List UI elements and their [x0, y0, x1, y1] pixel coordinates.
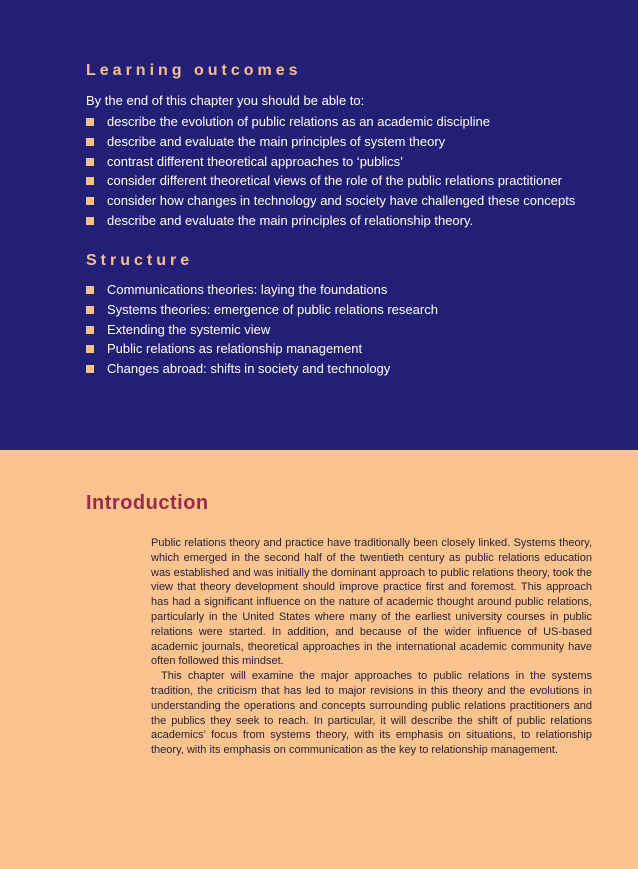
list-item [86, 132, 575, 152]
list-item-text: Public relations as relationship management [107, 341, 363, 357]
list-item-text: Extending the systemic view [107, 321, 271, 337]
list-item [86, 112, 575, 132]
introduction-body [151, 536, 592, 758]
square-bullet-icon [86, 365, 94, 373]
list-item [86, 152, 575, 172]
square-bullet-icon [86, 197, 94, 205]
list-item-text: contrast different theoretical approaches to ‘publics’ [107, 153, 404, 169]
list-item [86, 339, 438, 359]
list-item [86, 280, 438, 300]
list-item-text: describe the evolution of public relations as an academic discipline [107, 114, 490, 129]
list-item-text: describe and evaluate the main principles of system theory [107, 133, 446, 149]
learning-outcomes-list [86, 112, 575, 231]
square-bullet-icon [86, 286, 94, 294]
list-item-text: consider different theoretical views of the role of the public relations practitioner [107, 173, 563, 189]
list-item-text: describe and evaluate the main principles of relationship theory. [107, 212, 474, 228]
list-item-text: Changes abroad: shifts in society and technology [107, 361, 391, 377]
introduction-paragraph: Public relations theory and practice have traditionally been closely linked. Systems theory, which emerged in the second half of the twentieth century as public relations education was established and was initially the dominant approach to public relations theory, took the view that theory development should improve practice first and foremost. This approach has had a significant influence on the nature of academic thought around public relations, particularly in the United States where many of the earliest university courses in public relations were started. In addition, and because of the wider influence of US-based academic journals, theoretical approaches in the international academic community have often followed this mindset. [151, 537, 592, 668]
square-bullet-icon [86, 217, 94, 225]
list-item [86, 191, 575, 211]
list-item-text: Communications theories: laying the foundations [107, 282, 388, 297]
learning-outcomes-intro: By the end of this chapter you should be able to: [86, 93, 365, 108]
square-bullet-icon [86, 306, 94, 314]
list-item [86, 300, 438, 320]
list-item-text: Systems theories: emergence of public relations research [107, 301, 438, 317]
structure-list [86, 280, 438, 379]
list-item-text: consider how changes in technology and society have challenged these concepts [107, 193, 576, 209]
square-bullet-icon [86, 177, 94, 185]
introduction-paragraph: This chapter will examine the major approaches to public relations in the systems tradition, the criticism that has led to major revisions in this theory and the evolutions in understanding the operations and concepts surrounding public relations practitioners and the publics they seek to reach. In particular, it will describe the shift of public relations academics’ focus from systems theory, with its emphasis on situations, to relationship theory, with its emphasis on communication as the key to relationship management. [151, 670, 592, 757]
learning-outcomes-heading: Learning outcomes [86, 62, 302, 79]
introduction-heading: Introduction [86, 492, 209, 514]
list-item [86, 359, 438, 379]
square-bullet-icon [86, 158, 94, 166]
structure-heading: Structure [86, 252, 194, 269]
square-bullet-icon [86, 118, 94, 126]
list-item [86, 171, 575, 191]
list-item [86, 211, 575, 231]
list-item [86, 320, 438, 340]
square-bullet-icon [86, 326, 94, 334]
square-bullet-icon [86, 345, 94, 353]
square-bullet-icon [86, 138, 94, 146]
